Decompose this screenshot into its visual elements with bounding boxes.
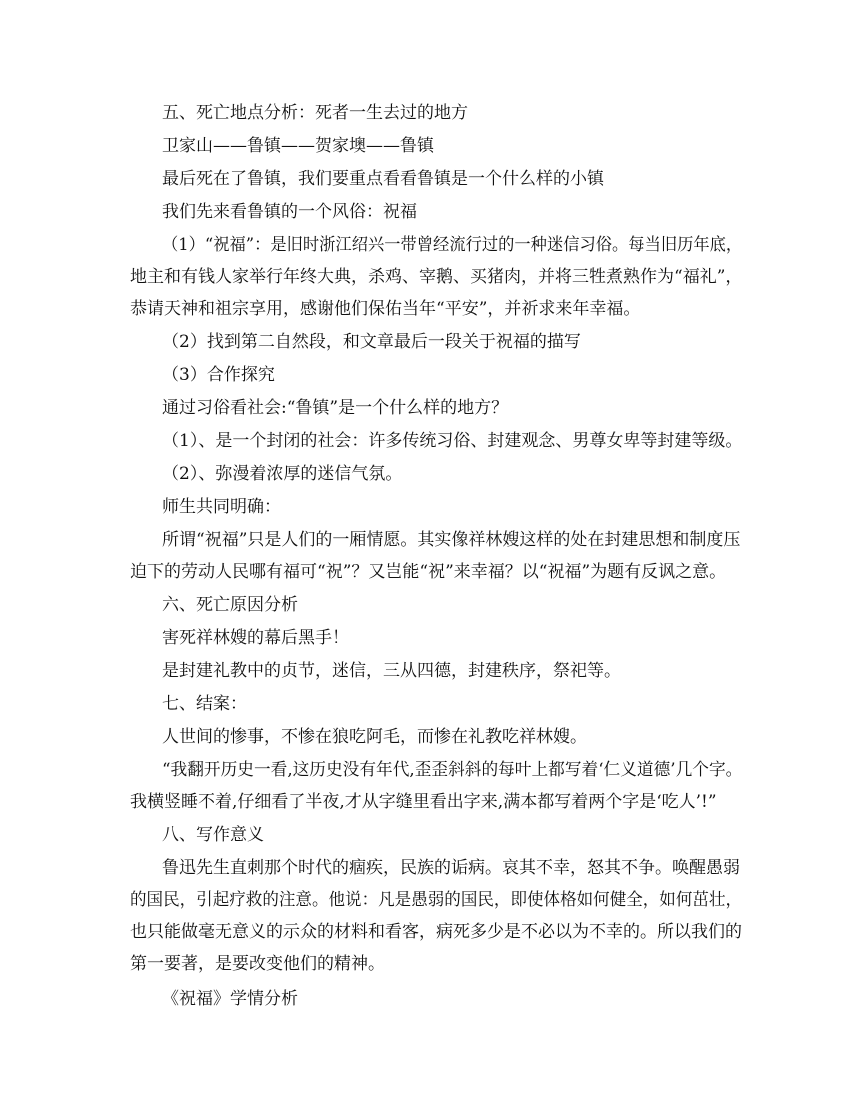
paragraph-line: 地主和有钱人家举行年终大典，杀鸡、宰鹅、买猪肉，并将三牲煮熟作为“福礼”， xyxy=(130,267,743,287)
paragraph-line: 通过习俗看社会:“鲁镇”是一个什么样的地方？ xyxy=(162,398,509,418)
paragraph-line: 也只能做毫无意义的示众的材料和看客，病死多少是不必以为不幸的。所以我们的 xyxy=(130,922,742,942)
paragraph-line: 卫家山——鲁镇——贺家墺——鲁镇 xyxy=(162,136,434,156)
paragraph-line: 最后死在了鲁镇，我们要重点看看鲁镇是一个什么样的小镇 xyxy=(162,169,604,189)
section-heading: 六、死亡原因分析 xyxy=(162,595,298,615)
paragraph-line: 师生共同明确： xyxy=(162,497,281,517)
paragraph-line: 所谓“祝福”只是人们的一厢情愿。其实像祥林嫂这样的处在封建思想和制度压 xyxy=(162,530,741,550)
paragraph-line: 的国民，引起疗救的注意。他说：凡是愚弱的国民，即使体格如何健全，如何茁壮， xyxy=(130,890,743,910)
section-heading: 《祝福》学情分析 xyxy=(162,989,298,1009)
section-heading: 五、死亡地点分析：死者一生去过的地方 xyxy=(162,103,468,123)
paragraph-line: （2）找到第二自然段，和文章最后一段关于祝福的描写 xyxy=(162,332,581,352)
paragraph-line: 恭请天神和祖宗享用，感谢他们保佑当年“平安”，并祈求来年幸福。 xyxy=(130,299,641,319)
paragraph-line: （2）、弥漫着浓厚的迷信气氛。 xyxy=(162,464,403,484)
paragraph-line: 我们先来看鲁镇的一个风俗：祝福 xyxy=(162,202,417,222)
section-heading: 八、写作意义 xyxy=(162,825,264,845)
paragraph-line: 人世间的惨事，不惨在狼吃阿毛，而惨在礼教吃祥林嫂。 xyxy=(162,727,587,747)
paragraph-line: （3）合作探究 xyxy=(162,365,275,385)
quote-line: 我横竖睡不着,仔细看了半夜,才从字缝里看出字来,满本都写着两个字是‘吃人’!” xyxy=(130,792,717,812)
paragraph-line: 是封建礼教中的贞节，迷信，三从四德，封建秩序，祭祀等。 xyxy=(162,661,621,681)
paragraph-line: 鲁迅先生直刺那个时代的痼疾，民族的诟病。哀其不幸，怒其不争。唤醒愚弱 xyxy=(162,858,740,878)
paragraph-line: 第一要著，是要改变他们的精神。 xyxy=(130,954,385,974)
paragraph-line: （1）、是一个封闭的社会：许多传统习俗、封建观念、男尊女卑等封建等级。 xyxy=(162,431,743,451)
paragraph-line: 害死祥林嫂的幕后黑手！ xyxy=(162,628,349,648)
quote-line: “我翻开历史一看,这历史没有年代,歪歪斜斜的每叶上都写着‘仁义道德’几个字。 xyxy=(162,760,743,780)
paragraph-line: 迫下的劳动人民哪有福可“祝”？又岂能“祝”来幸福？以“祝福”为题有反讽之意。 xyxy=(130,562,727,582)
section-heading: 七、结案： xyxy=(162,694,247,714)
paragraph-line: （1）“祝福”：是旧时浙江绍兴一带曾经流行过的一种迷信习俗。每当旧历年底， xyxy=(162,235,743,255)
